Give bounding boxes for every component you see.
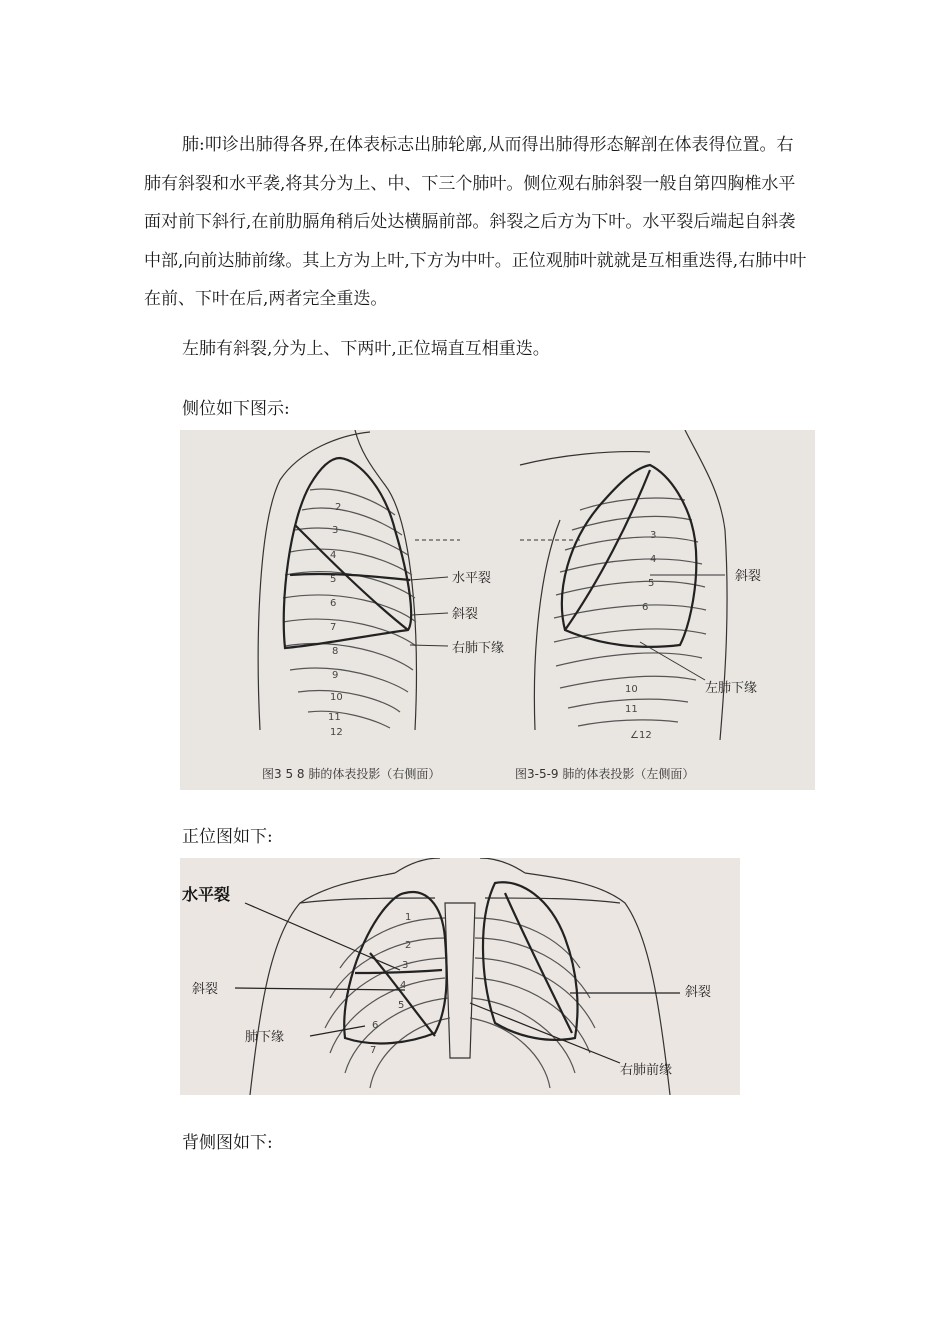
rib-number: 11: [328, 712, 341, 723]
lateral-view-caption: 侧位如下图示:: [182, 399, 290, 419]
label-left-lower-border: 左肺下缘: [705, 681, 758, 696]
rib-number: 5: [648, 578, 655, 589]
right-lateral-ribs: [283, 489, 416, 728]
left-lung-outline: [562, 465, 696, 647]
figure-caption-right-lateral: 图3 5 8 肺的体表投影（右侧面）: [262, 767, 441, 781]
rib-number: 6: [642, 602, 649, 613]
label-oblique-fissure-right: 斜裂: [452, 607, 479, 622]
label-frontal-oblique-fissure-left-side: 斜裂: [192, 982, 219, 997]
rib-number: 3: [402, 960, 409, 971]
label-frontal-right-anterior-border: 右肺前缘: [620, 1063, 673, 1078]
rib-number: 6: [372, 1020, 379, 1031]
back-view-caption: 背侧图如下:: [182, 1133, 273, 1153]
rib-number: 3: [332, 525, 339, 536]
rib-number: 10: [330, 692, 343, 703]
frontal-view-caption: 正位图如下:: [182, 827, 273, 847]
paragraph-left-lung: 左肺有斜裂,分为上、下两叶,正位塥直互相重迭。: [182, 339, 550, 359]
rib-number: 7: [330, 622, 337, 633]
rib-number: 4: [400, 980, 407, 991]
rib-number: 9: [332, 670, 339, 681]
label-horizontal-fissure: 水平裂: [452, 571, 492, 586]
frontal-lung-projection-figure: [180, 858, 740, 1095]
label-frontal-lung-lower-border: 肺下缘: [245, 1030, 285, 1045]
frontal-horizontal-fissure: [355, 970, 442, 973]
frontal-oblique-fissure-left: [505, 893, 572, 1033]
rib-number: 2: [405, 940, 412, 951]
paragraph-lung-percussion: 肺:叩诊出肺得各界,在体表标志出肺轮廓,从而得出肺得形态解剖在体表得位置。右肺有斜裂和水平袭,将其分为上、中、下三个肺叶。侧位观右肺斜裂一般自第四胸椎水平面对前下斜行,在前肋膈角稍后处达横膈前部。斜裂之后方为下叶。水平裂后端起自斜袭中部,向前达肺前缘。其上方为上叶,下方为中叶。正位观肺叶就就是互相重迭得,右肺中叶在前、下叶在后,两者完全重迭。: [144, 135, 807, 309]
rib-number: 3: [650, 530, 657, 541]
rib-number: 4: [650, 554, 657, 565]
rib-number: 4: [330, 550, 337, 561]
label-oblique-fissure-left: 斜裂: [735, 569, 762, 584]
frontal-ribs: [325, 918, 595, 1088]
lateral-figure-drawing: [180, 430, 815, 790]
rib-number: 1: [405, 912, 412, 923]
label-frontal-oblique-fissure-right-side: 斜裂: [685, 985, 712, 1000]
rib-number: 12: [330, 727, 343, 738]
rib-number: 5: [330, 574, 337, 585]
label-frontal-horizontal-fissure: 水平裂: [182, 885, 231, 904]
frontal-figure-drawing: [180, 858, 740, 1095]
label-right-lower-border: 右肺下缘: [452, 641, 505, 656]
rib-number: ∠12: [630, 730, 652, 741]
rib-number: 6: [330, 598, 337, 609]
rib-number: 11: [625, 704, 638, 715]
rib-number: 7: [370, 1045, 377, 1056]
lateral-lung-projection-figure: [180, 430, 815, 790]
rib-number: 10: [625, 684, 638, 695]
rib-number: 5: [398, 1000, 405, 1011]
rib-number: 8: [332, 646, 339, 657]
figure-caption-left-lateral: 图3-5-9 肺的体表投影（左侧面）: [515, 767, 695, 781]
rib-number: 2: [335, 502, 342, 513]
